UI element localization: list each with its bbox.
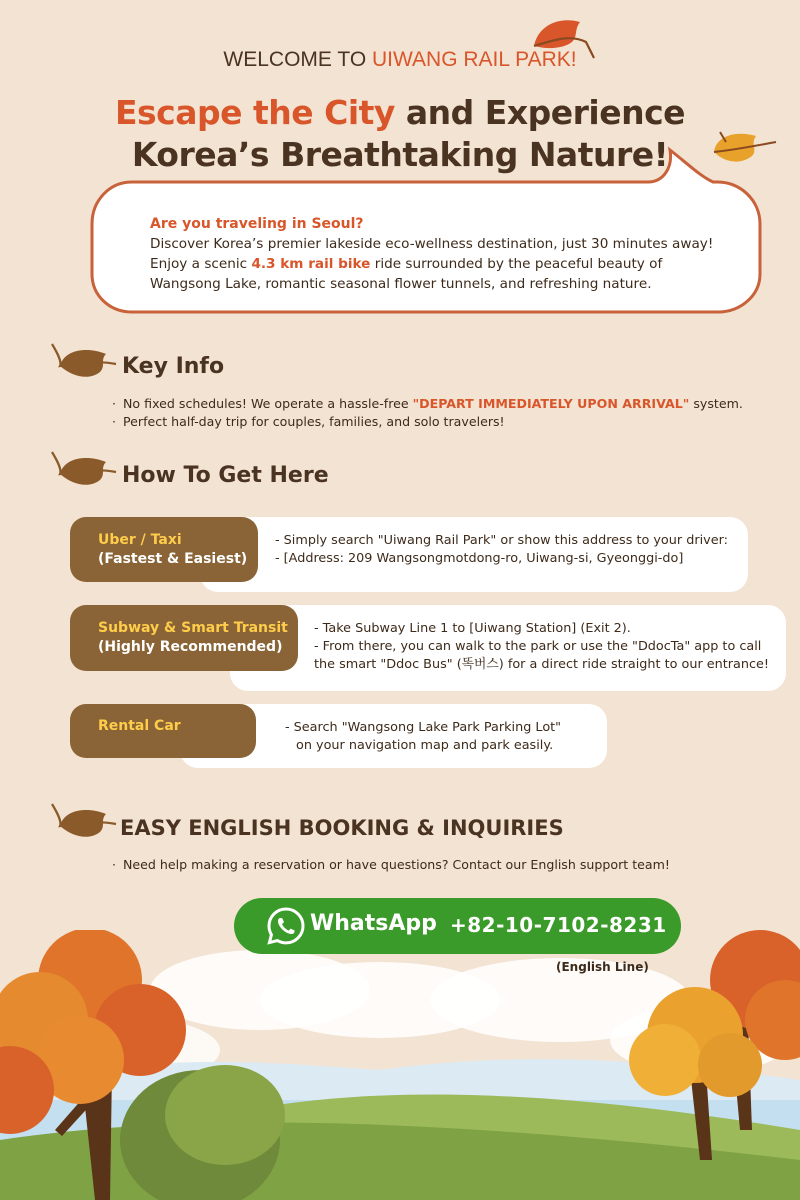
option-line: - From there, you can walk to the park or use the "DdocTa" app to call: [314, 639, 762, 654]
list-item: · Need help making a reservation or have questions? Contact our English support team!: [112, 856, 670, 874]
uber-taxi-details: [275, 532, 728, 568]
rental-car-details: [285, 719, 561, 755]
whatsapp-icon: [266, 906, 306, 946]
key-info-title: Key Info: [122, 354, 225, 379]
autumn-scenery-illustration: [0, 930, 800, 1200]
key-info-list: [112, 395, 743, 431]
intro-line-2: [150, 254, 750, 274]
option-line: - Take Subway Line 1 to [Uiwang Station] (Exit 2).: [314, 621, 631, 636]
leaf-icon: [50, 798, 120, 846]
option-title: Rental Car: [98, 718, 181, 734]
english-line-note: (English Line): [556, 960, 649, 974]
rental-car-label: [70, 704, 256, 758]
booking-list: [112, 856, 670, 874]
headline-line-2: Korea’s Breathtaking Nature!: [131, 135, 669, 174]
key-info-depart-highlight: "DEPART IMMEDIATELY UPON ARRIVAL": [412, 396, 690, 411]
whatsapp-button[interactable]: [234, 898, 681, 954]
headline-accent: Escape the City: [114, 93, 395, 132]
intro-text: [150, 214, 750, 294]
option-line: the smart "Ddoc Bus" (똑버스) for a direct ride straight to our entrance!: [314, 657, 770, 672]
how-to-title: How To Get Here: [122, 463, 329, 488]
option-title: Uber / Taxi: [98, 532, 182, 548]
intro-line-1: Discover Korea’s premier lakeside eco-wellness destination, just 30 minutes away!: [150, 236, 714, 252]
intro-line-2-pre: Enjoy a scenic: [150, 256, 252, 272]
subway-details: [314, 620, 769, 674]
list-item: [112, 395, 743, 413]
welcome-prefix: WELCOME TO: [223, 48, 372, 71]
leaf-icon: [50, 338, 120, 386]
option-line: on your navigation map and park easily.: [296, 738, 554, 753]
option-line: - [Address: 209 Wangsongmotdong-ro, Uiwang-si, Gyeonggi-do]: [275, 551, 684, 566]
headline-rest: and Experience: [394, 93, 686, 132]
intro-question: Are you traveling in Seoul?: [150, 216, 364, 232]
intro-rail-bike-highlight: 4.3 km rail bike: [251, 256, 371, 272]
key-info-bullet-1-post: system.: [689, 396, 743, 411]
option-subtitle: (Fastest & Easiest): [98, 551, 248, 567]
key-info-bullet-1-pre: No fixed schedules! We operate a hassle-free: [123, 396, 413, 411]
whatsapp-phone-number: +82-10-7102-8231: [450, 913, 667, 937]
option-subtitle: (Highly Recommended): [98, 639, 283, 655]
uber-taxi-label: [70, 517, 258, 582]
intro-line-2-post: ride surrounded by the peaceful beauty of: [370, 256, 663, 272]
leaf-icon: [50, 446, 120, 494]
welcome-park-name: UIWANG RAIL PARK!: [372, 48, 577, 71]
option-line: - Simply search "Uiwang Rail Park" or show this address to your driver:: [275, 533, 728, 548]
option-line: - Search "Wangsong Lake Park Parking Lot": [285, 720, 562, 735]
option-title: Subway & Smart Transit: [98, 620, 288, 636]
maple-leaf-icon: [528, 12, 600, 60]
welcome-line: [0, 48, 800, 72]
booking-title: EASY ENGLISH BOOKING & INQUIRIES: [120, 816, 564, 840]
intro-line-3: Wangsong Lake, romantic seasonal flower tunnels, and refreshing nature.: [150, 276, 652, 292]
whatsapp-label: WhatsApp: [310, 911, 437, 936]
subway-label: [70, 605, 298, 671]
list-item: · Perfect half-day trip for couples, families, and solo travelers!: [112, 413, 743, 431]
